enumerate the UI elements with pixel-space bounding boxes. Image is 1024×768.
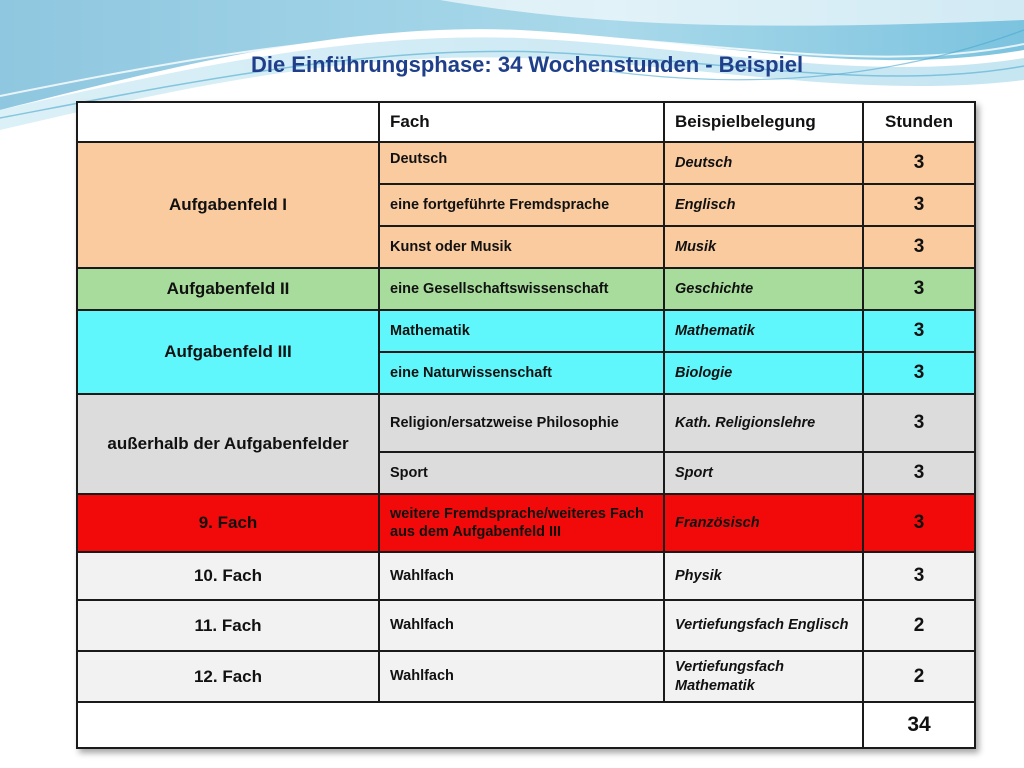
stunden-cell: 3: [863, 268, 975, 310]
group-9-fach: 9. Fach: [77, 494, 379, 552]
page-title: Die Einführungsphase: 34 Wochenstunden - Beispiel: [250, 52, 804, 77]
fach-cell: Religion/ersatzweise Philosophie: [379, 394, 664, 452]
stunden-cell: 3: [863, 310, 975, 352]
stunden-cell: 3: [863, 142, 975, 184]
table-row: [77, 651, 975, 702]
fach-cell: Sport: [379, 452, 664, 494]
table-header-row: [77, 102, 975, 142]
fach-cell: Wahlfach: [379, 600, 664, 651]
beispiel-cell: Physik: [664, 552, 863, 600]
beispiel-cell: Mathematik: [664, 310, 863, 352]
schedule-table-container: [76, 101, 976, 749]
table-row: [77, 600, 975, 651]
schedule-table: [76, 101, 976, 749]
stunden-cell: 3: [863, 494, 975, 552]
beispiel-cell: Englisch: [664, 184, 863, 226]
stunden-cell: 3: [863, 452, 975, 494]
fach-cell: eine fortgeführte Fremdsprache: [379, 184, 664, 226]
fach-cell: eine Naturwissenschaft: [379, 352, 664, 394]
header-empty-cell: [77, 102, 379, 142]
fach-cell: eine Gesellschaftswissenschaft: [379, 268, 664, 310]
group-10-fach: 10. Fach: [77, 552, 379, 600]
beispiel-cell: Deutsch: [664, 142, 863, 184]
header-stunden: Stunden: [863, 102, 975, 142]
group-12-fach: 12. Fach: [77, 651, 379, 702]
beispiel-cell: Biologie: [664, 352, 863, 394]
header-fach: Fach: [379, 102, 664, 142]
fach-cell: Mathematik: [379, 310, 664, 352]
group-aufgabenfeld-3: Aufgabenfeld III: [77, 310, 379, 394]
fach-cell: Deutsch: [379, 142, 664, 184]
beispiel-cell: Vertiefungsfach Englisch: [664, 600, 863, 651]
table-row: [77, 552, 975, 600]
stunden-cell: 3: [863, 184, 975, 226]
beispiel-cell: Französisch: [664, 494, 863, 552]
beispiel-cell: Vertiefungsfach Mathematik: [664, 651, 863, 702]
beispiel-cell: Musik: [664, 226, 863, 268]
table-row: [77, 268, 975, 310]
total-row: [77, 702, 975, 748]
total-stunden: 34: [863, 702, 975, 748]
table-row: [77, 142, 975, 184]
header-beispielbelegung: Beispielbelegung: [664, 102, 863, 142]
stunden-cell: 3: [863, 552, 975, 600]
table-row: [77, 394, 975, 452]
group-aufgabenfeld-1: Aufgabenfeld I: [77, 142, 379, 268]
fach-cell: Wahlfach: [379, 552, 664, 600]
stunden-cell: 3: [863, 226, 975, 268]
beispiel-cell: Kath. Religionslehre: [664, 394, 863, 452]
beispiel-cell: Sport: [664, 452, 863, 494]
table-row: [77, 310, 975, 352]
group-aufgabenfeld-2: Aufgabenfeld II: [77, 268, 379, 310]
stunden-cell: 3: [863, 394, 975, 452]
group-11-fach: 11. Fach: [77, 600, 379, 651]
total-empty-cell: [77, 702, 863, 748]
stunden-cell: 2: [863, 651, 975, 702]
stunden-cell: 3: [863, 352, 975, 394]
table-row: [77, 494, 975, 552]
group-ausserhalb: außerhalb der Aufgabenfelder: [77, 394, 379, 494]
fach-cell: weitere Fremdsprache/weiteres Fach aus dem Aufgabenfeld III: [379, 494, 664, 552]
fach-cell: Kunst oder Musik: [379, 226, 664, 268]
beispiel-cell: Geschichte: [664, 268, 863, 310]
stunden-cell: 2: [863, 600, 975, 651]
fach-cell: Wahlfach: [379, 651, 664, 702]
